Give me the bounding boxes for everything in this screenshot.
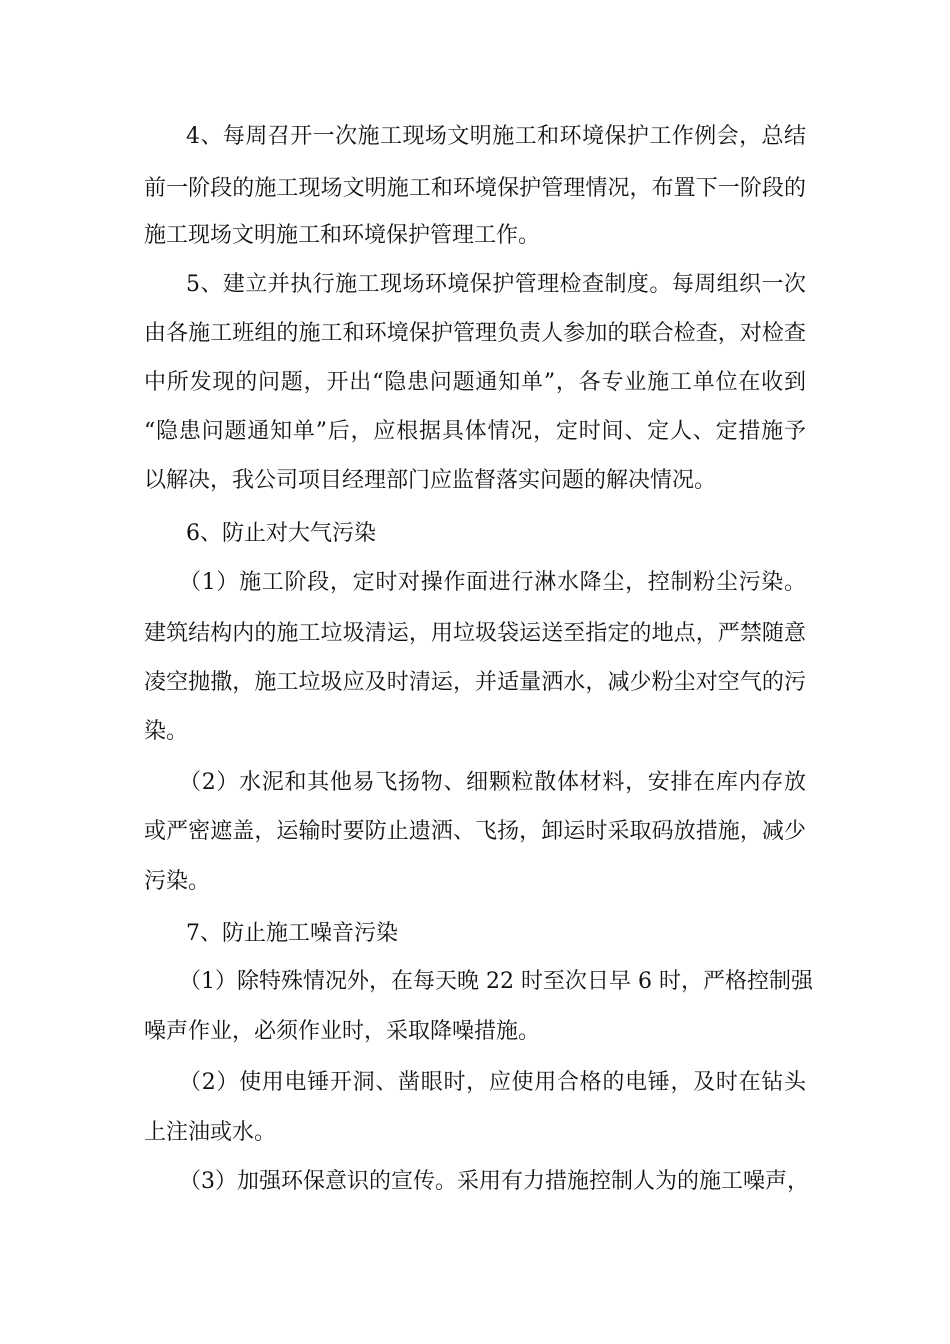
paragraph-4-line-2: 前一阶段的施工现场文明施工和环境保护管理情况，布置下一阶段的 <box>144 176 806 201</box>
paragraph-6-1-line-4: 染。 <box>144 719 189 744</box>
paragraph-6-2-line-2: 或严密遮盖，运输时要防止遗洒、飞扬，卸运时采取码放措施，减少 <box>144 819 806 844</box>
paragraph-6-1-line-1: （1）施工阶段，定时对操作面进行淋水降尘，控制粉尘污染。 <box>179 570 806 595</box>
paragraph-6-1-line-3: 凌空抛撒，施工垃圾应及时清运，并适量洒水，减少粉尘对空气的污 <box>144 670 806 695</box>
paragraph-5-line-5: 以解决，我公司项目经理部门应监督落实问题的解决情况。 <box>144 468 717 493</box>
paragraph-7-1-line-2: 噪声作业，必须作业时，采取降噪措施。 <box>144 1019 541 1044</box>
paragraph-7-2-line-2: 上注油或水。 <box>144 1120 277 1145</box>
section-heading-7: 7、防止施工噪音污染 <box>186 921 398 946</box>
paragraph-6-2-line-1: （2）水泥和其他易飞扬物、细颗粒散体材料，安排在库内存放 <box>179 770 806 795</box>
section-heading-6: 6、防止对大气污染 <box>186 521 376 546</box>
paragraph-7-3-line-1: （3）加强环保意识的宣传。采用有力措施控制人为的施工噪声， <box>179 1169 809 1194</box>
paragraph-6-2-line-3: 污染。 <box>144 869 211 894</box>
paragraph-5-line-4: “隐患问题通知单”后，应根据具体情况，定时间、定人、定措施予 <box>144 419 806 444</box>
paragraph-5-line-3: 中所发现的问题，开出“隐患问题通知单”，各专业施工单位在收到 <box>144 370 806 395</box>
paragraph-5-line-2: 由各施工班组的施工和环境保护管理负责人参加的联合检查，对检查 <box>144 321 806 346</box>
paragraph-4-line-3: 施工现场文明施工和环境保护管理工作。 <box>144 223 541 248</box>
paragraph-6-1-line-2: 建筑结构内的施工垃圾清运，用垃圾袋运送至指定的地点，严禁随意 <box>144 621 806 646</box>
paragraph-4-line-1: 4、每周召开一次施工现场文明施工和环境保护工作例会，总结 <box>186 124 806 149</box>
paragraph-5-line-1: 5、建立并执行施工现场环境保护管理检查制度。每周组织一次 <box>186 272 806 297</box>
paragraph-7-2-line-1: （2）使用电锤开洞、凿眼时，应使用合格的电锤，及时在钻头 <box>179 1070 806 1095</box>
paragraph-7-1-line-1: （1）除特殊情况外，在每天晚 22 时至次日早 6 时，严格控制强 <box>179 969 813 994</box>
